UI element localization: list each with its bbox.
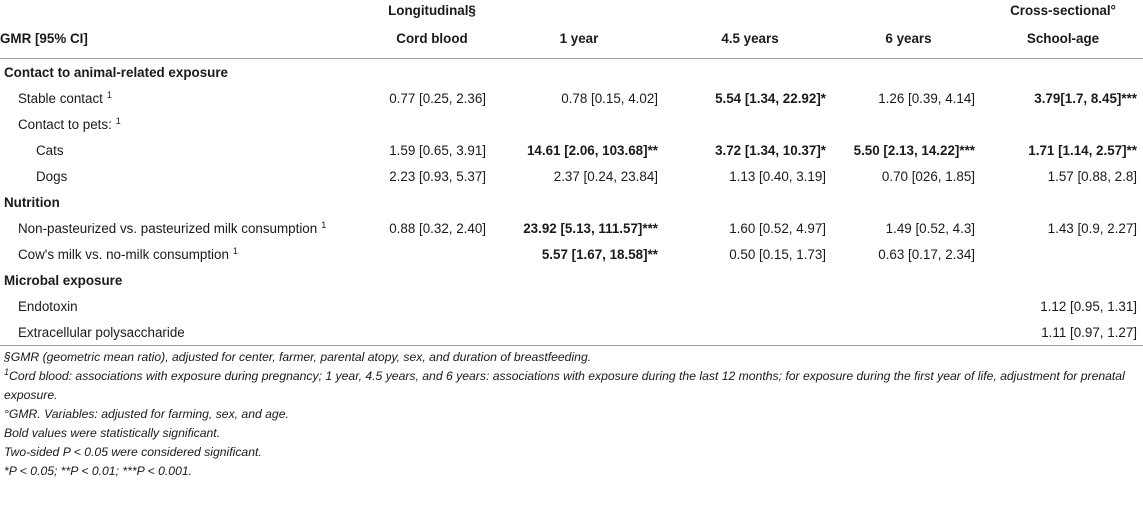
table-row xyxy=(0,215,1143,241)
table-cell xyxy=(834,111,983,137)
section-row xyxy=(0,189,1143,215)
table-cell xyxy=(666,293,834,319)
table-cell: 3.72 [1.34, 10.37]* xyxy=(715,142,826,158)
table-cell: 0.50 [0.15, 1.73] xyxy=(729,246,826,262)
footnote-bold: Bold values were statistically significant. xyxy=(4,426,221,440)
table-cell: 1.59 [0.65, 3.91] xyxy=(389,142,486,158)
table-cell xyxy=(372,293,492,319)
row-label: Endotoxin xyxy=(18,298,78,314)
footnote-p-values: *P < 0.05; **P < 0.01; ***P < 0.001. xyxy=(4,464,193,478)
table-cell xyxy=(372,111,492,137)
table-cell xyxy=(492,293,666,319)
table-cell xyxy=(492,319,666,346)
table-cell: 1.43 [0.9, 2.27] xyxy=(1047,220,1137,236)
table-row xyxy=(0,241,1143,267)
table-row xyxy=(0,319,1143,346)
footnotes xyxy=(0,346,1143,481)
table-row xyxy=(0,163,1143,189)
footnote-gmr: §GMR (geometric mean ratio), adjusted for center, farmer, parental atopy, sex, and duration of breastfeeding. xyxy=(4,350,592,364)
table-cell: 0.77 [0.25, 2.36] xyxy=(389,90,486,106)
header-school-age: School-age xyxy=(983,18,1143,59)
table-cell: 0.88 [0.32, 2.40] xyxy=(389,220,486,236)
table-cell: 1.71 [1.14, 2.57]** xyxy=(1028,142,1137,158)
header-gmr: GMR [95% CI] xyxy=(0,18,372,59)
table-cell: 0.70 [026, 1.85] xyxy=(881,168,975,184)
table-row xyxy=(0,293,1143,319)
section-title: Contact to animal-related exposure xyxy=(4,64,228,80)
table-cell xyxy=(983,241,1143,267)
header-row-columns xyxy=(0,18,1143,59)
header-row-group xyxy=(0,0,1143,18)
table-cell: 5.54 [1.34, 22.92]* xyxy=(715,90,826,106)
table-cell xyxy=(834,319,983,346)
footnote-significance: Two-sided P < 0.05 were considered significant. xyxy=(4,445,262,459)
table-cell: 1.12 [0.95, 1.31] xyxy=(1040,298,1137,314)
table-cell: 5.50 [2.13, 14.22]*** xyxy=(853,142,975,158)
table-row xyxy=(0,85,1143,111)
row-label: Stable contact $^1$ xyxy=(18,89,112,106)
table-cell: 1.13 [0.40, 3.19] xyxy=(729,168,826,184)
table-cell: 0.78 [0.15, 4.02] xyxy=(561,90,658,106)
table-cell: 23.92 [5.13, 111.57]*** xyxy=(523,220,658,236)
table-cell: 1.26 [0.39, 4.14] xyxy=(878,90,975,106)
row-label: Extracellular polysaccharide xyxy=(0,319,372,346)
table-cell: 14.61 [2.06, 103.68]** xyxy=(526,142,658,158)
table-cell xyxy=(372,241,492,267)
footnote-cross-sectional: °GMR. Variables: adjusted for farming, sex, and age. xyxy=(4,407,289,421)
header-longitudinal: Longitudinal§ xyxy=(388,3,476,18)
row-label: Dogs xyxy=(36,168,68,184)
table-row xyxy=(0,111,1143,137)
table-cell: 2.37 [0.24, 23.84] xyxy=(553,168,658,184)
table-cell: 1.11 [0.97, 1.27] xyxy=(983,319,1143,346)
header-1-year: 1 year xyxy=(492,18,666,59)
section-row xyxy=(0,59,1143,86)
table-cell: 2.23 [0.93, 5.37] xyxy=(389,168,486,184)
table-cell xyxy=(372,319,492,346)
row-label: Cats xyxy=(36,142,64,158)
table-cell xyxy=(666,111,834,137)
row-label: Contact to pets: $^1$ xyxy=(18,115,121,132)
row-label: Non-pasteurized vs. pasteurized milk consumption $^1$ xyxy=(18,219,327,236)
table-body xyxy=(0,59,1143,346)
table-cell: 0.63 [0.17, 2.34] xyxy=(878,246,975,262)
table-cell: 3.79[1.7, 8.45]*** xyxy=(1034,90,1137,106)
table-cell xyxy=(983,111,1143,137)
table-cell xyxy=(666,319,834,346)
footnote-exposure: $^1$Cord blood: associations with exposure during pregnancy; 1 year, 4.5 years, and 6 years: associations with exposure during the last 12 months; for exposure during the first year of life, adjustment for prenatal exposure. xyxy=(4,367,1125,402)
table-cell: 1.49 [0.52, 4.3] xyxy=(885,220,975,236)
header-4-5-years: 4.5 years xyxy=(666,18,834,59)
section-row xyxy=(0,267,1143,293)
header-6-years: 6 years xyxy=(834,18,983,59)
header-cross-sectional: Cross-sectional° xyxy=(1010,3,1116,18)
row-label: Cow's milk vs. no-milk consumption $^1$ xyxy=(18,245,238,262)
header-cord-blood: Cord blood xyxy=(372,18,492,59)
table-cell: 1.60 [0.52, 4.97] xyxy=(729,220,826,236)
table-cell xyxy=(834,293,983,319)
section-title: Microbal exposure xyxy=(4,272,123,288)
section-title: Nutrition xyxy=(4,194,60,210)
table-cell: 1.57 [0.88, 2.8] xyxy=(1047,168,1137,184)
table-cell xyxy=(492,111,666,137)
table-row xyxy=(0,137,1143,163)
table-cell: 5.57 [1.67, 18.58]** xyxy=(541,246,658,262)
